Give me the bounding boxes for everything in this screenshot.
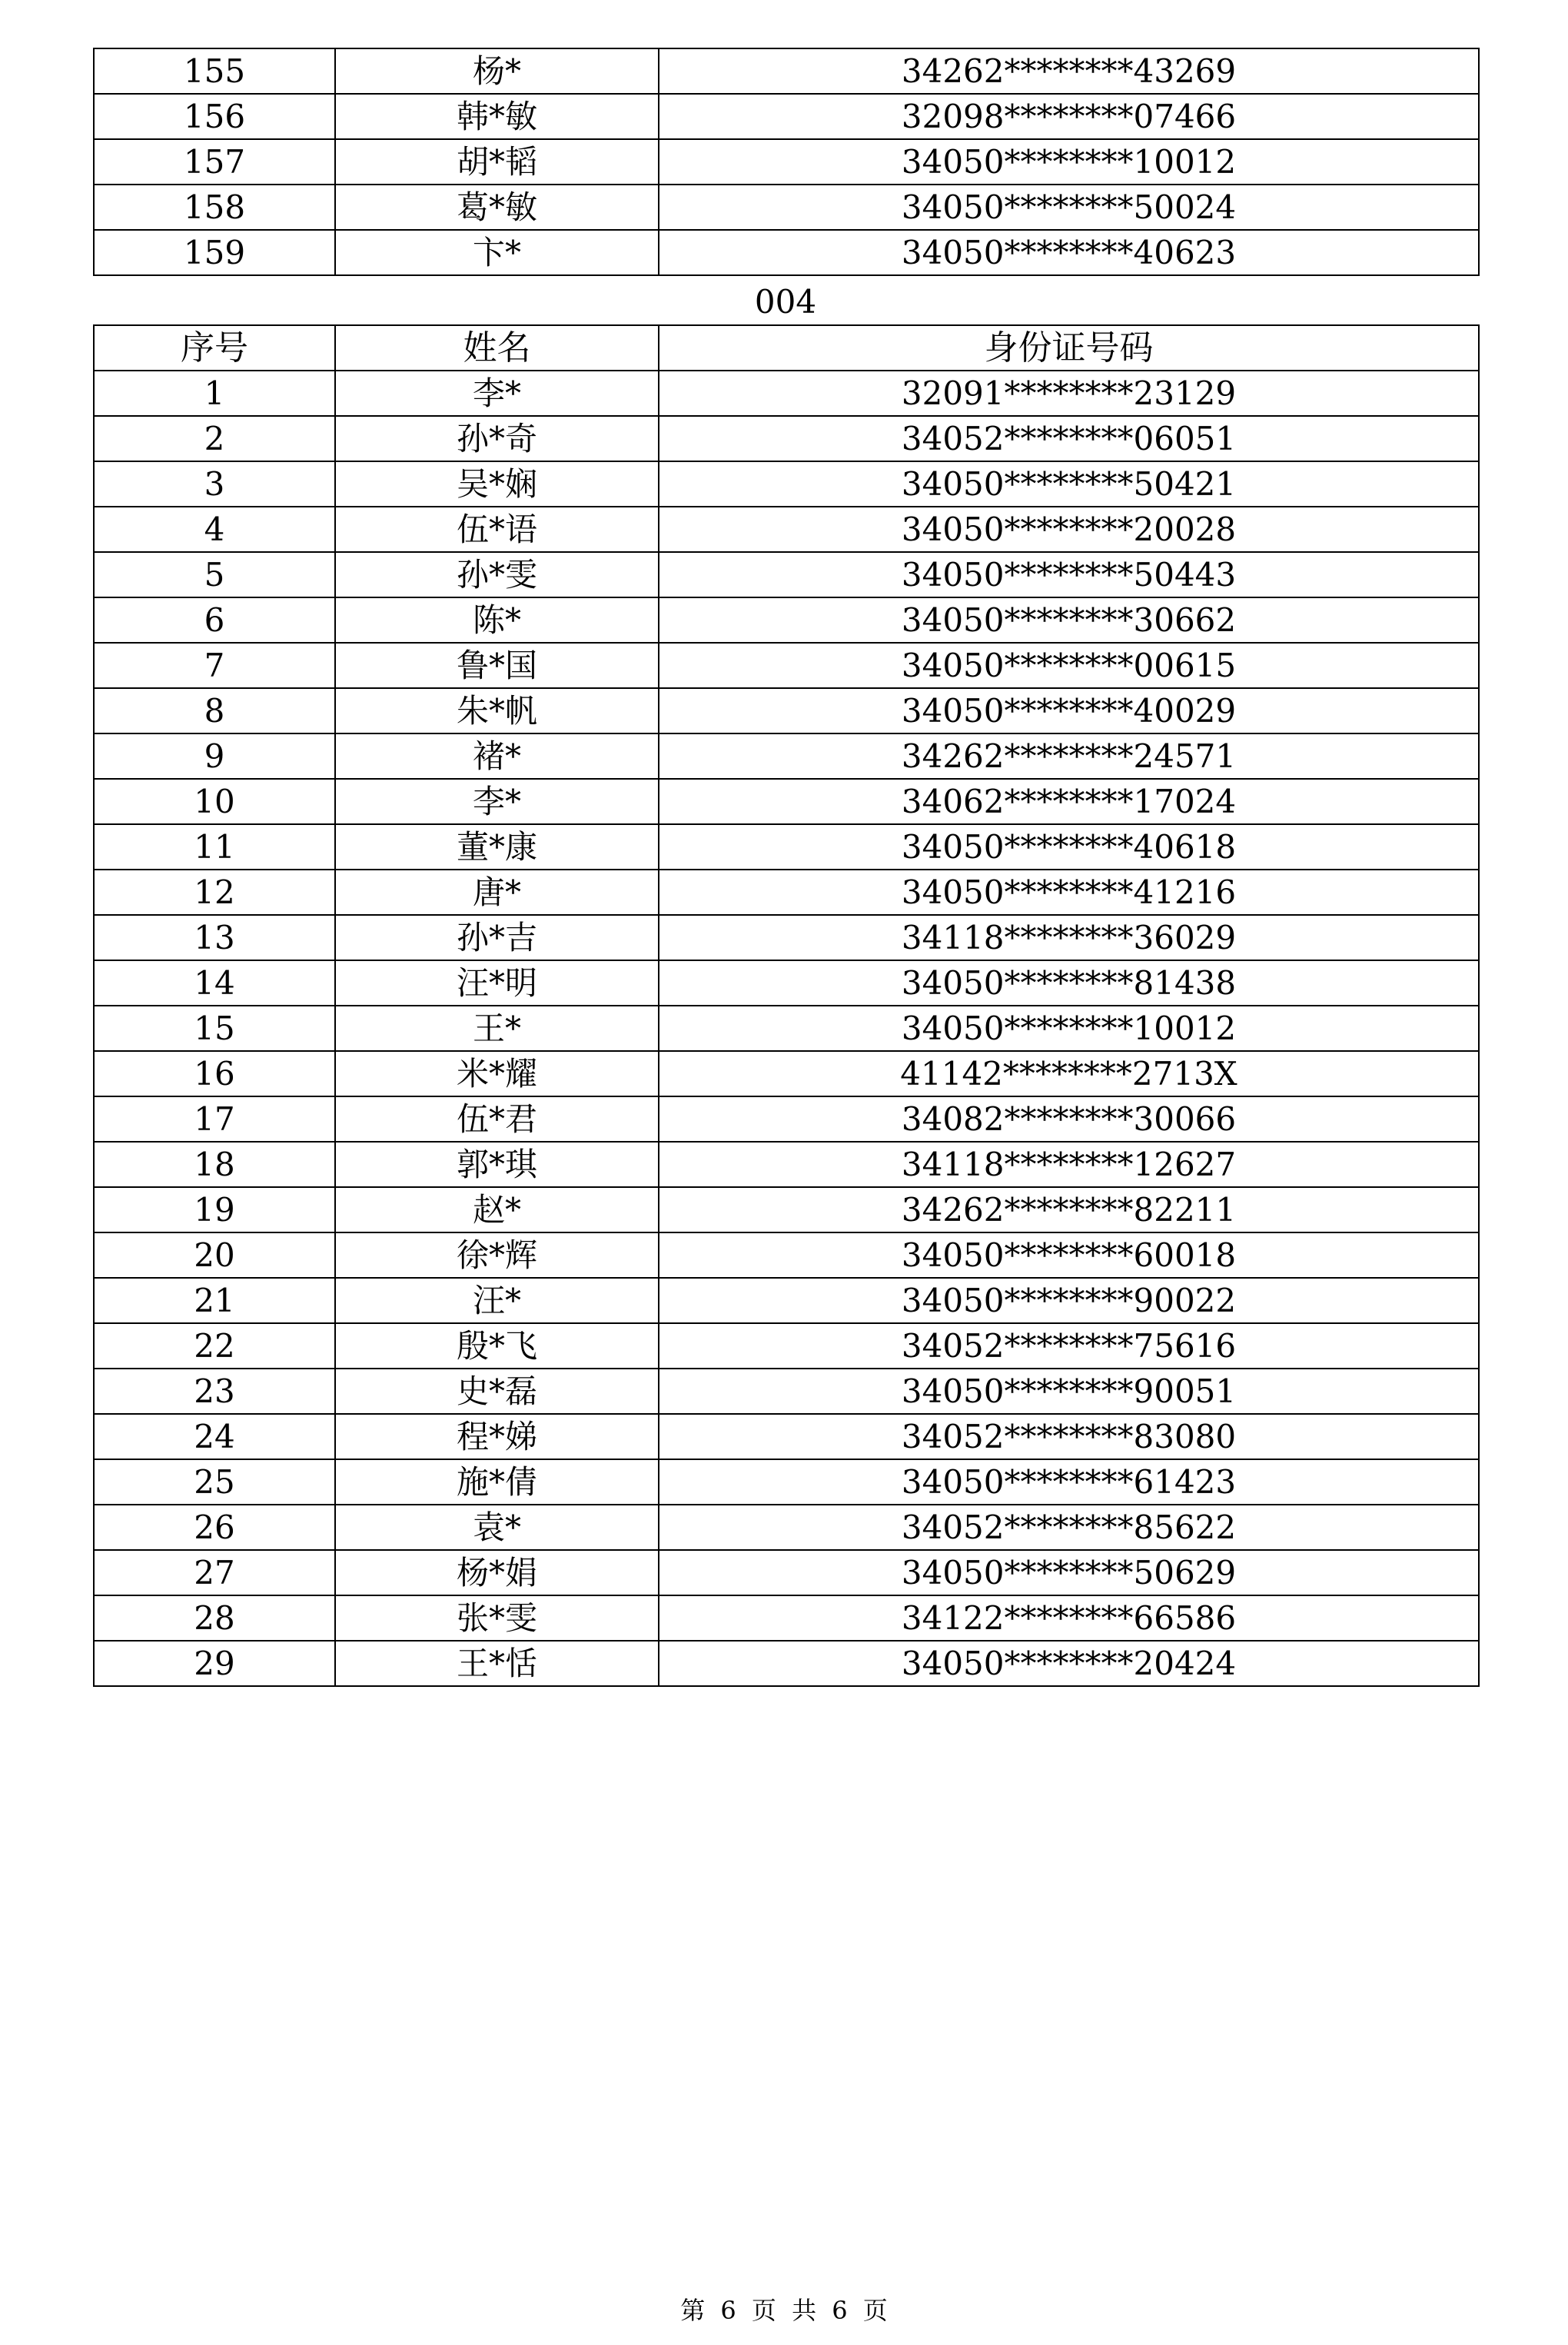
id-number-cell: 34050********10012 (659, 139, 1479, 185)
table-row (94, 643, 1479, 688)
id-number-cell: 34082********30066 (659, 1096, 1479, 1142)
serial-number-cell: 26 (94, 1505, 335, 1550)
id-number-cell: 34050********50024 (659, 185, 1479, 230)
table-row (94, 870, 1479, 915)
header-id-number: 身份证号码 (659, 325, 1479, 371)
name-cell: 朱*帆 (335, 688, 659, 733)
name-cell: 吴*娴 (335, 461, 659, 507)
name-cell: 汪*明 (335, 960, 659, 1006)
table-row (94, 94, 1479, 139)
name-cell: 赵* (335, 1187, 659, 1232)
name-cell: 程*娣 (335, 1414, 659, 1459)
name-cell: 褚* (335, 733, 659, 779)
page-footer: 第 6 页 共 6 页 (680, 2296, 888, 2325)
id-number-cell: 34262********24571 (659, 733, 1479, 779)
id-number-cell: 34050********10012 (659, 1006, 1479, 1051)
name-cell: 卞* (335, 230, 659, 275)
id-number-cell: 34050********00615 (659, 643, 1479, 688)
serial-number-cell: 158 (94, 185, 335, 230)
serial-number-cell: 21 (94, 1278, 335, 1323)
name-cell: 米*耀 (335, 1051, 659, 1096)
name-cell: 孙*雯 (335, 552, 659, 597)
serial-number-cell: 157 (94, 139, 335, 185)
id-number-cell: 41142********2713X (659, 1051, 1479, 1096)
id-number-cell: 34050********50629 (659, 1550, 1479, 1595)
id-number-cell: 34050********60018 (659, 1232, 1479, 1278)
table-row (94, 507, 1479, 552)
serial-number-cell: 18 (94, 1142, 335, 1187)
name-cell: 李* (335, 779, 659, 824)
id-number-cell: 34262********82211 (659, 1187, 1479, 1232)
table-row (94, 552, 1479, 597)
table-row (94, 1096, 1479, 1142)
name-cell: 杨* (335, 48, 659, 94)
name-cell: 袁* (335, 1505, 659, 1550)
serial-number-cell: 19 (94, 1187, 335, 1232)
table-row (94, 1051, 1479, 1096)
serial-number-cell: 28 (94, 1595, 335, 1641)
serial-number-cell: 8 (94, 688, 335, 733)
header-name: 姓名 (335, 325, 659, 371)
name-cell: 胡*韬 (335, 139, 659, 185)
serial-number-cell: 5 (94, 552, 335, 597)
table-row (94, 1550, 1479, 1595)
name-cell: 史*磊 (335, 1369, 659, 1414)
serial-number-cell: 3 (94, 461, 335, 507)
id-number-cell: 34050********41216 (659, 870, 1479, 915)
serial-number-cell: 10 (94, 779, 335, 824)
id-number-cell: 34050********30662 (659, 597, 1479, 643)
table-row (94, 779, 1479, 824)
name-cell: 鲁*国 (335, 643, 659, 688)
id-number-cell: 34052********85622 (659, 1505, 1479, 1550)
id-number-cell: 34052********06051 (659, 416, 1479, 461)
id-number-cell: 34052********83080 (659, 1414, 1479, 1459)
serial-number-cell: 27 (94, 1550, 335, 1595)
serial-number-cell: 155 (94, 48, 335, 94)
table-row (94, 139, 1479, 185)
continued-roster-body (94, 48, 1479, 275)
serial-number-cell: 2 (94, 416, 335, 461)
table-row (94, 688, 1479, 733)
id-number-cell: 32098********07466 (659, 94, 1479, 139)
table-row (94, 733, 1479, 779)
table-row (94, 1641, 1479, 1686)
id-number-cell: 34050********81438 (659, 960, 1479, 1006)
serial-number-cell: 11 (94, 824, 335, 870)
name-cell: 葛*敏 (335, 185, 659, 230)
table-row (94, 1369, 1479, 1414)
table-row (94, 416, 1479, 461)
id-number-cell: 34118********12627 (659, 1142, 1479, 1187)
serial-number-cell: 29 (94, 1641, 335, 1686)
id-number-cell: 34050********90022 (659, 1278, 1479, 1323)
table-row (94, 960, 1479, 1006)
table-row (94, 185, 1479, 230)
serial-number-cell: 6 (94, 597, 335, 643)
table-row (94, 1323, 1479, 1369)
name-cell: 董*康 (335, 824, 659, 870)
serial-number-cell: 4 (94, 507, 335, 552)
table-row (94, 1505, 1479, 1550)
name-cell: 韩*敏 (335, 94, 659, 139)
serial-number-cell: 23 (94, 1369, 335, 1414)
table-row (94, 824, 1479, 870)
name-cell: 杨*娟 (335, 1550, 659, 1595)
id-number-cell: 34118********36029 (659, 915, 1479, 960)
table-row (94, 597, 1479, 643)
table-row (94, 230, 1479, 275)
table-row (94, 915, 1479, 960)
roster-table-header (94, 325, 1479, 371)
name-cell: 王*恬 (335, 1641, 659, 1686)
serial-number-cell: 22 (94, 1323, 335, 1369)
name-cell: 施*倩 (335, 1459, 659, 1505)
id-number-cell: 34262********43269 (659, 48, 1479, 94)
section-heading: 004 (754, 283, 817, 321)
name-cell: 徐*辉 (335, 1232, 659, 1278)
id-number-cell: 34050********50421 (659, 461, 1479, 507)
table-row (94, 371, 1479, 416)
id-number-cell: 34050********40029 (659, 688, 1479, 733)
name-cell: 李* (335, 371, 659, 416)
serial-number-cell: 17 (94, 1096, 335, 1142)
name-cell: 郭*琪 (335, 1142, 659, 1187)
id-number-cell: 34050********61423 (659, 1459, 1479, 1505)
table-row (94, 1414, 1479, 1459)
roster-table (93, 324, 1480, 1687)
id-number-cell: 34052********75616 (659, 1323, 1479, 1369)
table-row (94, 1232, 1479, 1278)
name-cell: 王* (335, 1006, 659, 1051)
table-row (94, 1278, 1479, 1323)
serial-number-cell: 13 (94, 915, 335, 960)
name-cell: 张*雯 (335, 1595, 659, 1641)
id-number-cell: 34122********66586 (659, 1595, 1479, 1641)
table-row (94, 1187, 1479, 1232)
table-row (94, 1595, 1479, 1641)
id-number-cell: 34062********17024 (659, 779, 1479, 824)
table-row (94, 1142, 1479, 1187)
table-row (94, 1459, 1479, 1505)
serial-number-cell: 12 (94, 870, 335, 915)
header-row (94, 325, 1479, 371)
id-number-cell: 32091********23129 (659, 371, 1479, 416)
name-cell: 唐* (335, 870, 659, 915)
table-row (94, 1006, 1479, 1051)
table-row (94, 461, 1479, 507)
name-cell: 孙*奇 (335, 416, 659, 461)
name-cell: 陈* (335, 597, 659, 643)
serial-number-cell: 9 (94, 733, 335, 779)
table-row (94, 48, 1479, 94)
id-number-cell: 34050********50443 (659, 552, 1479, 597)
serial-number-cell: 16 (94, 1051, 335, 1096)
serial-number-cell: 15 (94, 1006, 335, 1051)
name-cell: 伍*语 (335, 507, 659, 552)
serial-number-cell: 7 (94, 643, 335, 688)
name-cell: 孙*吉 (335, 915, 659, 960)
serial-number-cell: 24 (94, 1414, 335, 1459)
header-serial-number: 序号 (94, 325, 335, 371)
serial-number-cell: 14 (94, 960, 335, 1006)
serial-number-cell: 156 (94, 94, 335, 139)
serial-number-cell: 20 (94, 1232, 335, 1278)
id-number-cell: 34050********90051 (659, 1369, 1479, 1414)
name-cell: 殷*飞 (335, 1323, 659, 1369)
id-number-cell: 34050********40623 (659, 230, 1479, 275)
serial-number-cell: 159 (94, 230, 335, 275)
id-number-cell: 34050********40618 (659, 824, 1479, 870)
serial-number-cell: 1 (94, 371, 335, 416)
continued-roster-table (93, 48, 1480, 276)
id-number-cell: 34050********20028 (659, 507, 1479, 552)
name-cell: 汪* (335, 1278, 659, 1323)
roster-table-body (94, 371, 1479, 1686)
name-cell: 伍*君 (335, 1096, 659, 1142)
serial-number-cell: 25 (94, 1459, 335, 1505)
id-number-cell: 34050********20424 (659, 1641, 1479, 1686)
